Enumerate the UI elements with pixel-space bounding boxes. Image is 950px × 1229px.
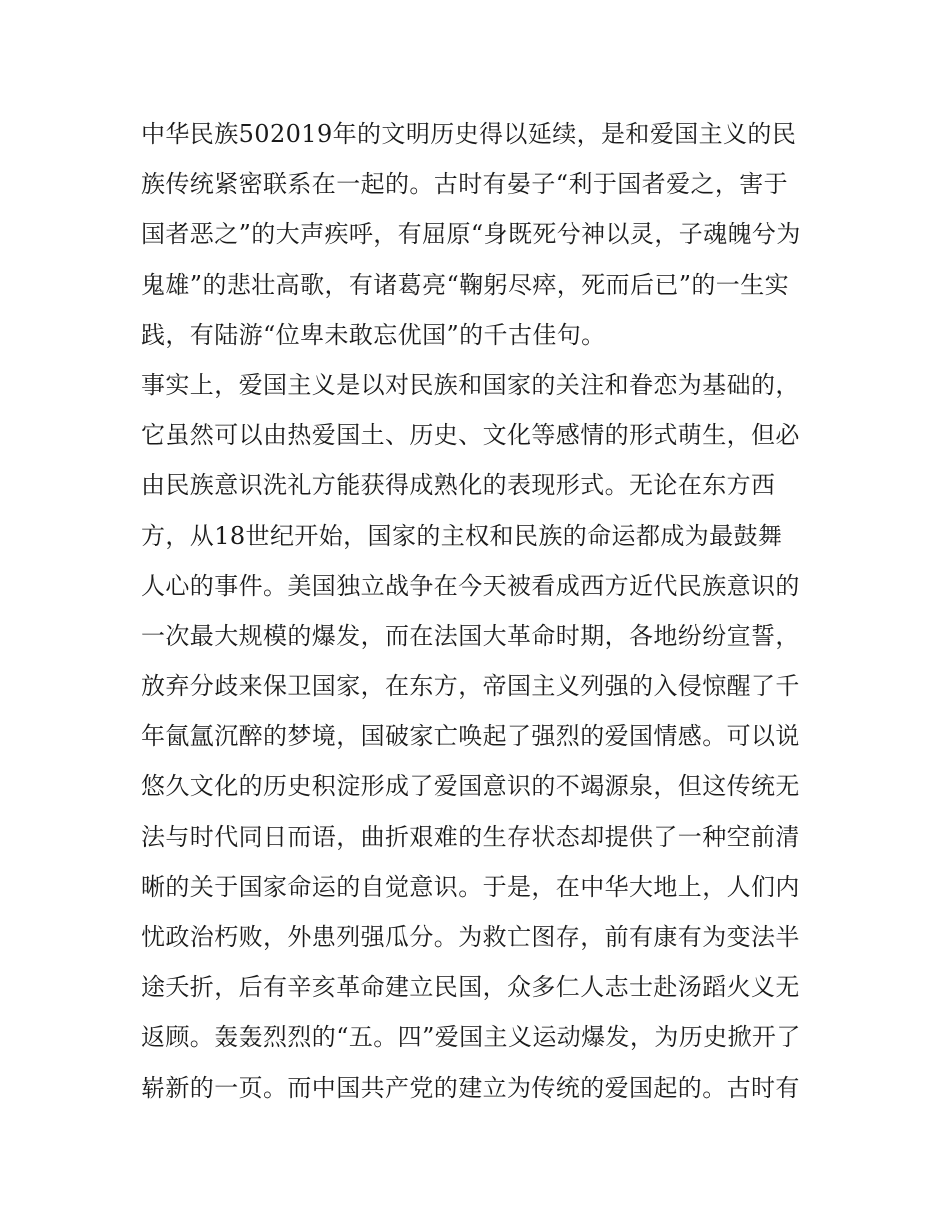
text-line: 一次最大规模的爆发，而在法国大革命时期，各地纷纷宣誓， — [141, 621, 800, 650]
text-line: 事实上，爱国主义是以对民族和国家的关注和眷恋为基础的， — [141, 370, 800, 399]
text-line: 由民族意识洗礼方能获得成熟化的表现形式。无论在东方西 — [141, 471, 776, 500]
text-line: 国者恶之”的大声疾呼，有屈原“身既死兮神以灵，子魂魄兮为 — [141, 220, 801, 249]
paragraph-patriotism — [141, 360, 821, 1113]
document-page — [141, 109, 821, 1113]
text-line: 崭新的一页。而中国共产党的建立为传统的爱国起的。古时有 — [141, 1073, 800, 1102]
text-line: 方，从18世纪开始，国家的主权和民族的命运都成为最鼓舞 — [141, 521, 783, 550]
text-line: 法与时代同日而语，曲折艰难的生存状态却提供了一种空前清 — [141, 822, 800, 851]
text-line: 返顾。轰轰烈烈的“五。四”爱国主义运动爆发，为历史掀开了 — [141, 1023, 801, 1052]
text-line: 族传统紧密联系在一起的。古时有晏子“利于国者爱之，害于 — [141, 170, 789, 199]
text-line: 中华民族502019年的文明历史得以延续，是和爱国主义的民 — [141, 120, 797, 148]
text-line: 践，有陆游“位卑未敢忘优国”的千古佳句。 — [141, 320, 606, 349]
text-line: 鬼雄”的悲壮高歌，有诸葛亮“鞠躬尽瘁，死而后已”的一生实 — [141, 270, 790, 299]
text-line: 它虽然可以由热爱国土、历史、文化等感情的形式萌生，但必 — [141, 421, 800, 450]
text-line: 晰的关于国家命运的自觉意识。于是，在中华大地上，人们内 — [141, 872, 800, 901]
text-line: 人心的事件。美国独立战争在今天被看成西方近代民族意识的 — [141, 571, 800, 600]
paragraph-history — [141, 109, 821, 360]
text-line: 年氤氲沉醉的梦境，国破家亡唤起了强烈的爱国情感。可以说 — [141, 722, 800, 751]
text-line: 悠久文化的历史积淀形成了爱国意识的不竭源泉，但这传统无 — [141, 772, 800, 801]
text-line: 途夭折，后有辛亥革命建立民国，众多仁人志士赴汤蹈火义无 — [141, 973, 800, 1002]
text-line: 放弃分歧来保卫国家，在东方，帝国主义列强的入侵惊醒了千 — [141, 672, 800, 701]
text-line: 忧政治朽败，外患列强瓜分。为救亡图存，前有康有为变法半 — [141, 923, 800, 951]
